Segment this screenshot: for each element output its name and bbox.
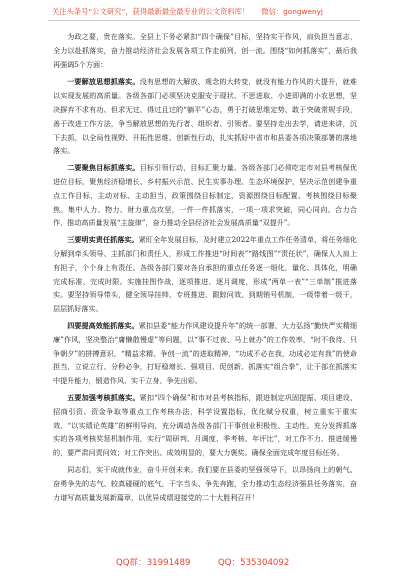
document-body — [53, 30, 357, 507]
section-heading: 一要解放思想抓落实。 — [67, 77, 140, 87]
section-text: 紧盯全年发展目标，及时建立2022年重点工作任务清单，将任务细化分解到牵头领导、主抓部门和责任人，形成工作推进“时间表”“路线图”“责任状”，确保人人肩上有担子，个个身上有责任。各级各部门要对各自承担的重点任务逐一细化，量化、具体化，明确完成标准、完成时限。实施挂图作战，逐项推进、逐月调度，形成“两单一表”“三单制”推进落实。要坚持领导带头，健全领导挂帅、专班推进、跟踪问效、到期销号机制，一级带着一级干，层层抓好落实。 — [53, 235, 357, 314]
intro-paragraph: 为政之要，贵在落实。全县上下务必紧扣“四个确保”目标，坚持实干作风，肩负担当意志，全力以赴抓落实，奋力推动经济社会发展各项工作走前列、创一流。围绕“如何抓落实”，最后我再强调5个方面： — [53, 32, 357, 69]
section-paragraph-4 — [53, 319, 357, 388]
section-paragraph-2 — [53, 161, 357, 230]
section-text: 紧扣县委“能力作风建设提升年”的统一部署，大力弘扬“勤快严实精细廉”作风，坚决整治“庸懒散慢虚”等问题，以“事不过夜、马上就办”的工作效率，“时不我待、只争朝夕”的拼搏意识，“精益求精、争创一流”的进取精神，“功成不必在我，功成必定有我”的使命担当，立说立行、分秒必争，打好稳增长、强项目、促创新、抓落实“组合拳”，让干部在抓落实中提升能力，锻造作风、实干立身、争先出彩。 — [53, 320, 357, 386]
section-text: 没有思想的大解放、观念的大转变，就没有能力作风的大提升，就难以实现发展的高质量。各级各部门必须坚决克服安于现状、不思进取、小进即满的小农思想，坚决摒弃不求有功、但求无过、得过且过的“躺平”心态，勇于打破思维定势、敢于突破常规手段，善于改进工作方法，争当解放思想的先行者、组织者、引领者。要坚持走出去学，请进来讲，沉下去抓，以全局性视野、开拓性思维、创新性行动，扎实抓好中省市和县委各项决策部署的落地落实。 — [53, 77, 358, 156]
closing-paragraph: 同志们，实干成就伟业，奋斗开创未来。我们要在县委的坚强领导下，以昂扬向上的朝气、奋勇争先的志气、较真碰硬的底气，干字当头、争先奔跑，全力推动生态经济强县任务落实，奋力谱写高质量发展新篇章，以优异成绩迎接党的二十大胜利召开！ — [53, 464, 357, 502]
contact-footer — [52, 555, 358, 571]
section-paragraph-5 — [53, 391, 357, 460]
banner-text: 关注头条号“公文研究”，获得最新最全最专业的公文资料库！ — [52, 7, 250, 16]
section-text: 目标引领行动，目标汇聚力量。各级各部门必须吃定市对县考核保优进位目标，聚焦经济稳增长、乡村振兴示范、民生实事办理、生态环境保护，坚决示范创建争重点工作目标，主动对标、主动担当，政策围绕目标制定、资源围绕目标配置、考核围绕目标聚焦。集中人力、物力、财力重点攻坚，一件一件抓落实，一项一项求突破，同心同向、合力合作，推动高质量发展“主旋律”，奋力推动全县经济社会发展高质量“双提升”。 — [53, 163, 358, 228]
section-heading: 五要加强考核抓落实。 — [67, 392, 140, 402]
section-heading: 二要聚焦目标抓落实。 — [67, 163, 140, 173]
wechat-id: 微信：gongwenyj — [261, 7, 323, 16]
section-paragraph-1 — [53, 75, 357, 158]
promo-banner — [52, 4, 358, 20]
section-text: 紧扣“四个确保”和市对县考核指标，跟进制定巩固提振、项目建设、招商引资、资金争取等重点工作考核办法，科学设置指标，优化赋分权重，树立重实干重实效、“以实绩论英雄”的鲜明导向，充分调动各级各部门干事创业积极性、主动性。充分发挥抓落实的各项考核奖惩机制作用，实行“周研判、月调度、季考核、年评比”，对工作不力、推进缓慢的，要严肃问责问效；对工作突出、成效明显的，要大力褒奖。确保全面完成年度目标任务。 — [53, 392, 357, 458]
banner-divider — [48, 20, 360, 21]
qq-number-label: QQ：535304092 — [218, 558, 290, 568]
section-paragraph-3 — [53, 233, 357, 316]
section-heading: 三要明实责任抓落实。 — [67, 235, 139, 245]
section-heading: 四要提高效能抓落实。 — [67, 320, 139, 330]
qq-group-label: QQ群：31991489 — [116, 558, 191, 568]
